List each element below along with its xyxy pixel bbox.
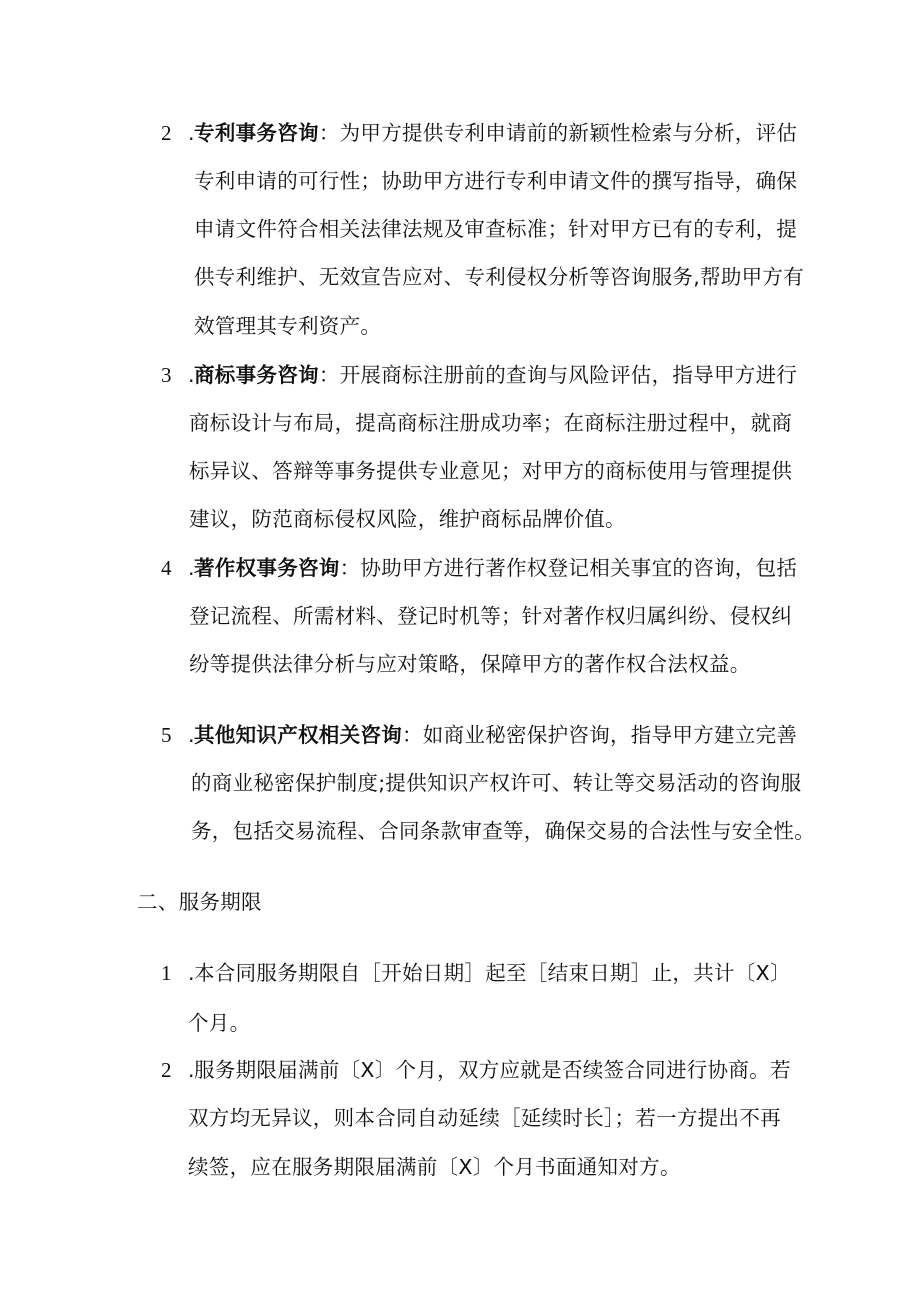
clause-line: 纷等提供法律分析与应对策略，保障甲方的著作权合法权益。 [189, 652, 751, 676]
term-line: 续签，应在服务期限届满前〔X〕个月书面通知对方。 [188, 1155, 681, 1179]
clause-number: 5 [161, 723, 172, 747]
clause-title: 其他知识产权相关咨询 [194, 723, 402, 747]
term-text: 服务期限届满前〔X〕个月，双方应就是否续签合同进行协商。若 [194, 1058, 791, 1082]
clause-line: 标异议、答辩等事务提供专业意见；对甲方的商标使用与管理提供 [189, 459, 793, 483]
term-number: 1 [161, 961, 172, 985]
clause-title: 商标事务咨询 [194, 363, 319, 387]
clause-line: 效管理其专利资产。 [194, 314, 382, 338]
clause-line: 建议，防范商标侵权风险，维护商标品牌价值。 [189, 507, 626, 531]
clause-text: ：为甲方提供专利申请前的新颖性检索与分析，评估 [318, 121, 798, 145]
clause-first-line: 2 .专利事务咨询：为甲方提供专利申请前的新颖性检索与分析，评估 [161, 118, 797, 148]
clause-line: 申请文件符合相关法律法规及审查标准；针对甲方已有的专利，提 [194, 217, 798, 241]
clause-line: 务，包括交易流程、合同条款审查等，确保交易的合法性与安全性。 [191, 819, 815, 843]
section-heading: 二、服务期限 [137, 890, 262, 914]
clause-number: 2 [161, 121, 172, 145]
term-text: 本合同服务期限自［开始日期］起至［结束日期］止，共计〔X〕 [194, 961, 791, 985]
clause-title: 著作权事务咨询 [194, 556, 340, 580]
clause-line: 登记流程、所需材料、登记时机等；针对著作权归属纠纷、侵权纠 [189, 604, 793, 628]
clause-line: 商标设计与布局，提高商标注册成功率；在商标注册过程中，就商 [189, 411, 793, 435]
term-line: 个月。 [188, 1011, 251, 1035]
clause-line: 的商业秘密保护制度;提供知识产权许可、转让等交易活动的咨询服 [191, 771, 802, 795]
clause-title: 专利事务咨询 [194, 121, 319, 145]
clause-text: ：协助甲方进行著作权登记相关事宜的咨询，包括 [339, 556, 798, 580]
clause-text: ：开展商标注册前的查询与风险评估，指导甲方进行 [318, 363, 798, 387]
term-number: 2 [161, 1058, 172, 1082]
clause-text: ：如商业秘密保护咨询，指导甲方建立完善 [402, 723, 798, 747]
clause-first-line: 4 .著作权事务咨询：协助甲方进行著作权登记相关事宜的咨询，包括 [161, 553, 797, 583]
clause-number: 3 [161, 363, 172, 387]
clause-first-line: 3 .商标事务咨询：开展商标注册前的查询与风险评估，指导甲方进行 [161, 360, 797, 390]
clause-first-line: 5 .其他知识产权相关咨询：如商业秘密保护咨询，指导甲方建立完善 [161, 720, 797, 750]
term-first-line: 2 .服务期限届满前〔X〕个月，双方应就是否续签合同进行协商。若 [161, 1055, 791, 1085]
term-line: 双方均无异议，则本合同自动延续［延续时长］；若一方提出不再 [188, 1106, 781, 1130]
clause-line: 专利申请的可行性；协助甲方进行专利申请文件的撰写指导，确保 [194, 169, 798, 193]
clause-line: 供专利维护、无效宣告应对、专利侵权分析等咨询服务,帮助甲方有 [194, 265, 805, 289]
clause-number: 4 [161, 556, 172, 580]
term-first-line: 1 .本合同服务期限自［开始日期］起至［结束日期］止，共计〔X〕 [161, 958, 791, 988]
